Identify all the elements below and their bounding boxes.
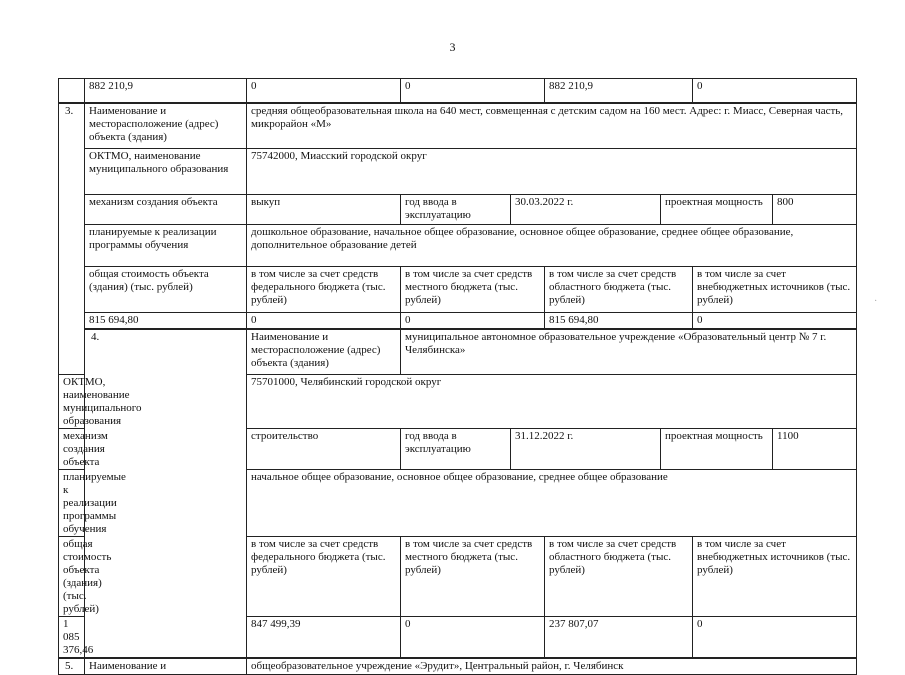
header-cell: в том числе за счет средств федерального бюджета (тыс. рублей) (247, 537, 401, 617)
cost-value-cell: 815 694,80 (545, 313, 693, 329)
cost-value-cell: 815 694,80 (85, 313, 247, 329)
table-row (59, 329, 857, 375)
value-cell: 30.03.2022 г. (511, 195, 661, 225)
label-cell: проектная мощность (661, 429, 773, 470)
cost-value-cell: 0 (693, 617, 857, 659)
header-cell: в том числе за счет средств местного бюджета (тыс. рублей) (401, 267, 545, 313)
value-cell: дошкольное образование, начальное общее образование, основное общее образование, среднее общее образование, дополнительное образование детей (247, 225, 857, 267)
value-cell: 31.12.2022 г. (511, 429, 661, 470)
cost-total-cell: 882 210,9 (85, 79, 247, 103)
table-row (59, 658, 857, 674)
objects-table (58, 78, 857, 675)
cost-value-cell: 237 807,07 (545, 617, 693, 659)
value-cell: 800 (773, 195, 857, 225)
label-cell: Наименование и месторасположение (адрес) объекта (здания) (85, 103, 247, 149)
label-cell: планируемые к реализации программы обучения (59, 470, 85, 537)
label-cell: ОКТМО, наименование муниципального образования (59, 375, 85, 429)
table-row (59, 195, 857, 225)
cost-extrabudget-cell: 0 (693, 79, 857, 103)
cost-value-cell: 0 (401, 313, 545, 329)
value-cell: средняя общеобразовательная школа на 640 мест, совмещенная с детским садом на 160 мест. Адрес: г. Миасс, Северная часть, микрорайон «М» (247, 103, 857, 149)
objects-table-container (58, 78, 856, 675)
label-cell: механизм создания объекта (85, 195, 247, 225)
label-cell: год ввода в эксплуатацию (401, 195, 511, 225)
header-cell: в том числе за счет внебюджетных источников (тыс. рублей) (693, 267, 857, 313)
row-number-cell: 4. (85, 329, 247, 659)
table-row (59, 267, 857, 313)
label-cell: год ввода в эксплуатацию (401, 429, 511, 470)
label-cell: механизм создания объекта (59, 429, 85, 470)
cost-local-cell: 0 (401, 79, 545, 103)
cost-value-cell: 0 (401, 617, 545, 659)
value-cell: 1100 (773, 429, 857, 470)
row-number-cell: 3. (59, 103, 85, 375)
header-cell: в том числе за счет средств местного бюджета (тыс. рублей) (401, 537, 545, 617)
value-cell: 75742000, Миасский городской округ (247, 149, 857, 195)
value-cell: выкуп (247, 195, 401, 225)
table-row (59, 313, 857, 329)
cost-value-cell: 847 499,39 (247, 617, 401, 659)
scan-mark: · (874, 296, 878, 307)
header-cell: общая стоимость объекта (здания) (тыс. рублей) (59, 537, 85, 617)
header-cell: общая стоимость объекта (здания) (тыс. рублей) (85, 267, 247, 313)
row-number-cell: 5. (59, 658, 85, 674)
row-number-cell (59, 79, 85, 103)
value-cell: муниципальное автономное образовательное учреждение «Образовательный центр № 7 г. Челябинска» (401, 329, 857, 375)
table-row (59, 225, 857, 267)
value-cell: 75701000, Челябинский городской округ (247, 375, 857, 429)
page-number: 3 (449, 40, 456, 54)
label-cell: Наименование и (85, 658, 247, 674)
label-cell: проектная мощность (661, 195, 773, 225)
header-cell: в том числе за счет средств областного бюджета (тыс. рублей) (545, 267, 693, 313)
label-cell: ОКТМО, наименование муниципального образования (85, 149, 247, 195)
cost-value-cell: 0 (247, 313, 401, 329)
header-cell: в том числе за счет средств областного бюджета (тыс. рублей) (545, 537, 693, 617)
value-cell: строительство (247, 429, 401, 470)
cost-federal-cell: 0 (247, 79, 401, 103)
value-cell: общеобразовательное учреждение «Эрудит», Центральный район, г. Челябинск (247, 658, 857, 674)
header-cell: в том числе за счет средств федерального бюджета (тыс. рублей) (247, 267, 401, 313)
cost-value-cell: 1 085 376,46 (59, 617, 85, 659)
cost-regional-cell: 882 210,9 (545, 79, 693, 103)
table-row (59, 79, 857, 103)
header-cell: в том числе за счет внебюджетных источников (тыс. рублей) (693, 537, 857, 617)
label-cell: планируемые к реализации программы обучения (85, 225, 247, 267)
value-cell: начальное общее образование, основное общее образование, среднее общее образование (247, 470, 857, 537)
cost-value-cell: 0 (693, 313, 857, 329)
table-row (59, 103, 857, 149)
table-row (59, 149, 857, 195)
label-cell: Наименование и месторасположение (адрес) объекта (здания) (247, 329, 401, 375)
